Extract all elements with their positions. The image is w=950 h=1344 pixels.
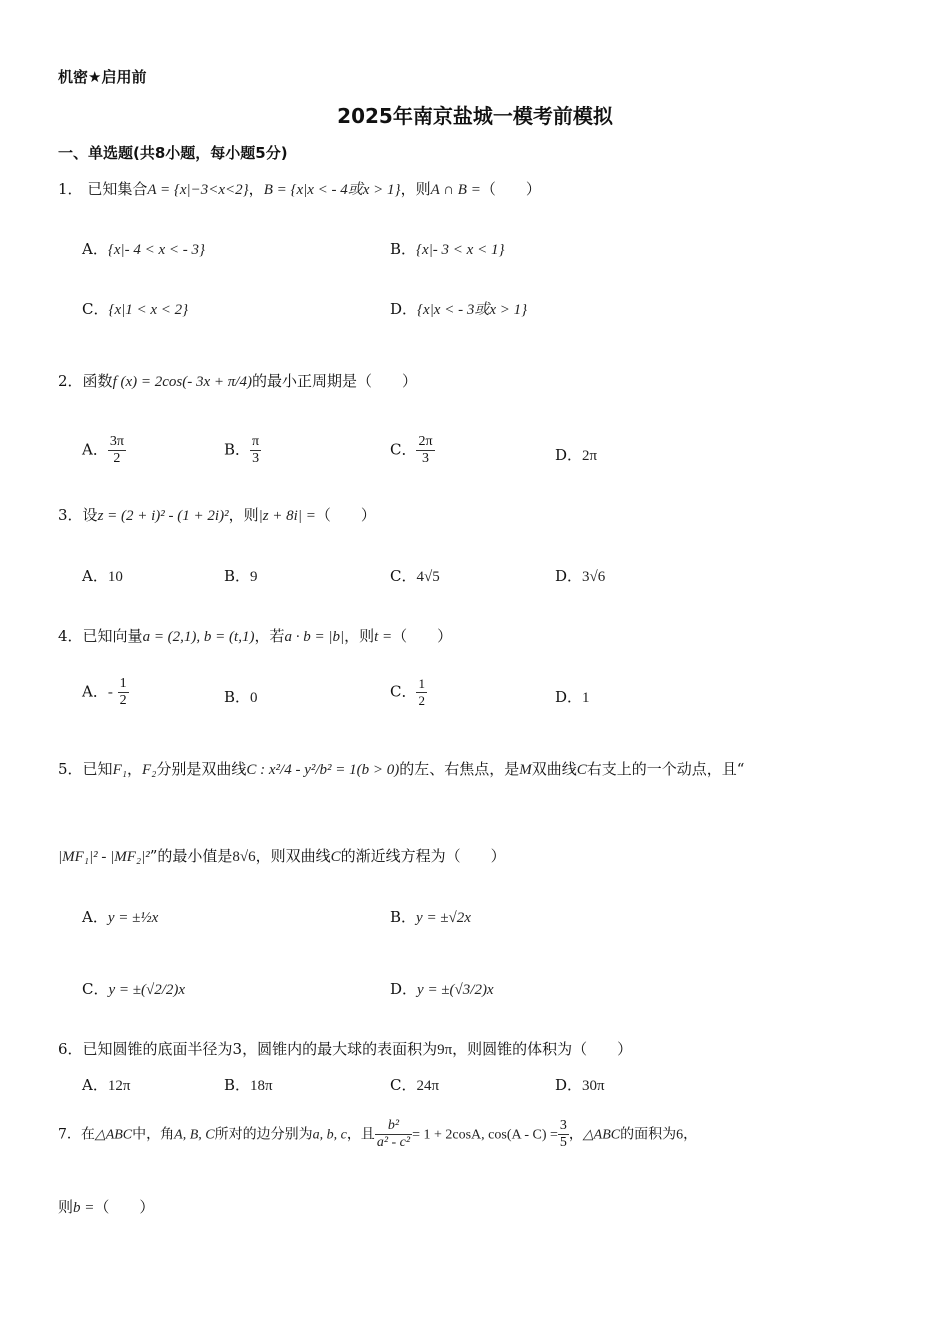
q3-option-c[interactable]	[390, 565, 440, 586]
point-m: M	[519, 762, 532, 778]
focus-f2: F₂	[141, 762, 157, 778]
question-3	[58, 504, 376, 525]
q3-option-a[interactable]	[82, 565, 123, 586]
denominator: 3	[252, 451, 260, 466]
q4-option-a[interactable]	[82, 676, 129, 709]
q4-option-d[interactable]	[555, 686, 590, 707]
comma: ，	[568, 1126, 583, 1143]
option-value: {x|- 3 < x < 1}	[416, 242, 505, 258]
option-value: 0	[250, 690, 258, 706]
option-value: y = ±(√2/2)x	[108, 982, 186, 998]
question-text: ，则	[400, 180, 431, 198]
option-label: D．	[555, 567, 583, 585]
q1-option-c[interactable]	[82, 298, 188, 319]
question-5	[58, 758, 744, 779]
comma: ，	[683, 1126, 698, 1143]
q1-option-b[interactable]	[390, 238, 504, 259]
option-value: 10	[107, 569, 123, 585]
q6-option-c[interactable]	[390, 1074, 439, 1095]
denominator: 5	[559, 1135, 567, 1150]
question-text: ，则圆锥的体积为（ ）	[452, 1040, 633, 1058]
option-label: A．	[82, 682, 108, 701]
fraction	[416, 676, 427, 709]
question-text: ，若	[254, 627, 285, 645]
option-value: 3√6	[582, 569, 606, 585]
option-value: 24π	[416, 1078, 440, 1094]
question-text: 的面积为	[620, 1126, 677, 1143]
denominator: a² - c²	[376, 1135, 411, 1150]
q5-option-d[interactable]	[390, 978, 494, 999]
question-number: 2．	[58, 372, 83, 390]
option-value: 2π	[582, 448, 598, 464]
q6-option-d[interactable]	[555, 1074, 605, 1095]
comma: ，	[248, 180, 264, 198]
section-heading: 一、单选题(共8小题，每小题5分)	[58, 144, 288, 162]
numerator: 3	[559, 1118, 567, 1133]
confidential-label: 机密★启用前	[58, 68, 147, 86]
question-number: 7．	[58, 1126, 81, 1143]
option-label: D．	[555, 446, 583, 464]
q3-option-d[interactable]	[555, 565, 605, 586]
answer-blank: （ ）	[315, 506, 376, 524]
question-1	[58, 178, 541, 199]
denominator: 3	[422, 451, 430, 466]
option-label: B．	[390, 908, 417, 926]
question-2	[58, 370, 417, 391]
fraction	[558, 1118, 569, 1151]
option-value: 30π	[582, 1078, 605, 1094]
option-label: C．	[82, 980, 109, 998]
answer-blank: （ ）	[94, 1198, 155, 1216]
question-text: 的左、右焦点，是	[399, 760, 520, 778]
question-text: 则	[58, 1198, 74, 1216]
answer-blank: （ ）	[480, 180, 541, 198]
question-number: 3．	[58, 506, 83, 524]
option-label: C．	[390, 1076, 417, 1094]
option-label: C．	[390, 567, 417, 585]
exam-title: 2025年南京盐城一模考前模拟	[337, 104, 613, 128]
question-7	[58, 1118, 697, 1151]
numerator: 2π	[418, 434, 433, 449]
curve-c: C	[576, 762, 587, 778]
modulus-expr: |z + 8i| =	[258, 508, 316, 524]
variable-t: t =	[374, 629, 393, 645]
focus-f1: F₁	[112, 762, 127, 778]
hyperbola-expr: C : x²/4 - y²/b² = 1(b > 0)	[246, 762, 400, 778]
option-value: 9	[250, 569, 258, 585]
denominator: 2	[119, 693, 127, 708]
option-value: {x|- 4 < x < - 3}	[107, 242, 206, 258]
question-text: 已知向量	[82, 627, 143, 645]
question-text: 在	[80, 1126, 95, 1143]
minimum-value: 8√6	[232, 849, 256, 865]
question-text: ，则	[344, 627, 375, 645]
option-label: A．	[82, 567, 108, 585]
q5-option-a[interactable]	[82, 906, 158, 927]
numerator: 3π	[109, 434, 124, 449]
option-label: C．	[390, 682, 417, 701]
fraction	[108, 434, 126, 467]
option-label: A．	[82, 240, 108, 258]
denominator: 2	[418, 693, 425, 708]
option-value: y = ±(√3/2)x	[417, 982, 494, 998]
intersection-expr: A ∩ B =	[430, 182, 481, 198]
numerator: 1	[418, 676, 425, 691]
numerator: π	[252, 434, 260, 449]
question-number: 1．	[58, 180, 83, 198]
question-text: 已知圆锥的底面半径为3，圆锥内的最大球的表面积为	[82, 1040, 438, 1058]
option-value: y = ±√2x	[416, 910, 471, 926]
question-text: 函数	[82, 372, 113, 390]
q4-option-c[interactable]	[390, 676, 427, 709]
option-label: B．	[224, 688, 251, 706]
fraction	[250, 434, 261, 467]
option-label: C．	[390, 440, 417, 459]
triangle-abc: △ABC	[582, 1127, 621, 1143]
question-text: ”的最小值是	[149, 847, 233, 865]
surface-area-value: 9π	[437, 1042, 453, 1058]
fraction	[416, 434, 434, 467]
option-label: A．	[82, 1076, 108, 1094]
option-label: A．	[82, 440, 108, 459]
q2-option-c[interactable]	[390, 434, 435, 467]
triangle-abc: △ABC	[94, 1127, 133, 1143]
question-text: 中，角	[132, 1126, 175, 1143]
option-label: B．	[390, 240, 417, 258]
area-value: 6	[676, 1127, 684, 1143]
question-text: 的渐近线方程为（ ）	[340, 847, 506, 865]
option-label: B．	[224, 440, 251, 459]
question-number: 5．	[58, 760, 83, 778]
q4-option-b[interactable]	[224, 686, 258, 707]
option-label: D．	[390, 300, 418, 318]
vector-expr: a = (2,1), b = (t,1)	[142, 629, 255, 645]
curve-c: C	[330, 849, 341, 865]
comma: ，	[126, 760, 142, 778]
q2-option-a[interactable]	[82, 434, 126, 467]
denominator: 2	[113, 451, 121, 466]
q5-option-b[interactable]	[390, 906, 471, 927]
question-6	[58, 1038, 632, 1059]
dot-product-expr: a · b = |b|	[284, 629, 345, 645]
answer-blank: （ ）	[392, 627, 453, 645]
option-value: 4√5	[416, 569, 440, 585]
option-value: y = ±½x	[107, 910, 159, 926]
question-number: 4．	[58, 627, 83, 645]
question-text: ，且	[346, 1126, 375, 1143]
q2-option-d[interactable]	[555, 444, 597, 465]
complex-expr: z = (2 + i)² - (1 + 2i)²	[97, 508, 229, 524]
question-text: ，则双曲线	[255, 847, 331, 865]
option-label: D．	[390, 980, 418, 998]
angles: A, B, C	[174, 1127, 215, 1143]
question-text: 右支上的一个动点，且“	[586, 760, 745, 778]
q1-option-d[interactable]	[390, 298, 527, 319]
option-label: A．	[82, 908, 108, 926]
question-text: 所对的边分别为	[214, 1126, 313, 1143]
q6-option-b[interactable]	[224, 1074, 273, 1095]
question-4	[58, 625, 452, 646]
numerator: b²	[375, 1118, 412, 1135]
question-text: 分别是双曲线	[156, 760, 247, 778]
q5-option-c[interactable]	[82, 978, 185, 999]
question-text: 设	[82, 506, 98, 524]
option-label: B．	[224, 567, 251, 585]
fraction	[375, 1118, 412, 1151]
question-number: 6．	[58, 1040, 83, 1058]
option-value: 1	[582, 690, 590, 706]
question-5-continued	[58, 845, 506, 866]
option-value: {x|x < - 3或x > 1}	[417, 302, 528, 318]
question-7-continued	[58, 1196, 154, 1217]
minus-sign: -	[107, 684, 113, 701]
fraction	[118, 676, 129, 709]
question-text: 已知集合	[87, 180, 148, 198]
question-text: 已知	[82, 760, 113, 778]
option-value: 18π	[250, 1078, 273, 1094]
option-label: D．	[555, 1076, 583, 1094]
option-label: B．	[224, 1076, 251, 1094]
variable-b: b =	[73, 1200, 95, 1216]
sides: a, b, c	[312, 1127, 347, 1143]
numerator: 1	[119, 676, 127, 691]
q6-option-a[interactable]	[82, 1074, 130, 1095]
option-label: C．	[82, 300, 109, 318]
condition-expr: = 1 + 2cosA, cos(A - C) =	[412, 1127, 558, 1143]
option-value: {x|1 < x < 2}	[108, 302, 189, 318]
q3-option-b[interactable]	[224, 565, 258, 586]
option-value: 12π	[107, 1078, 131, 1094]
question-text: 双曲线	[531, 760, 577, 778]
q1-option-a[interactable]	[82, 238, 205, 259]
function-expr: f (x) = 2cos(- 3x + π/4)	[112, 374, 252, 390]
question-text: ，则	[228, 506, 259, 524]
question-text: 的最小正周期是（ ）	[251, 372, 417, 390]
option-label: D．	[555, 688, 583, 706]
distance-expr: |MF₁|² - |MF₂|²	[58, 849, 150, 865]
set-a: A = {x|−3<x<2}	[147, 182, 249, 198]
q2-option-b[interactable]	[224, 434, 261, 467]
set-b: B = {x|x < - 4或x > 1}	[263, 182, 401, 198]
